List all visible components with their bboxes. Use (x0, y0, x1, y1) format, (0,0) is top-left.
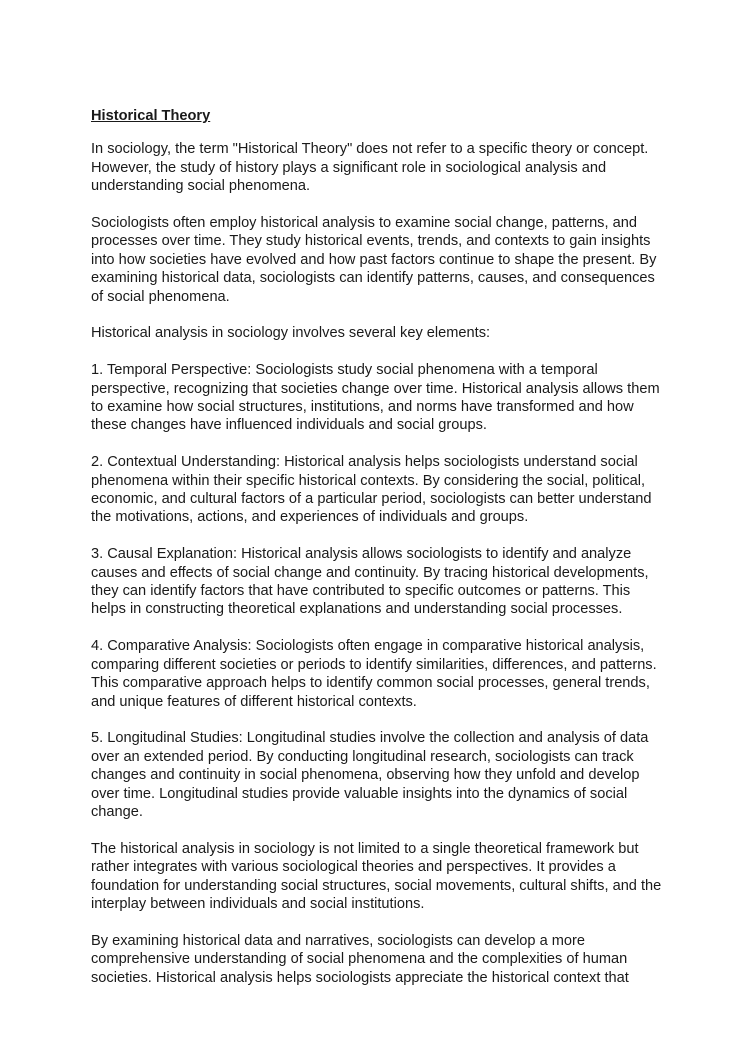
list-item-temporal-perspective: 1. Temporal Perspective: Sociologists study social phenomena with a temporal perspective, recognizing that societies change over time. Historical analysis allows them to examine how social structures, institutions, and norms have transformed and how these changes have influenced individuals and social groups. (91, 362, 660, 434)
key-elements-intro: Historical analysis in sociology involves several key elements: (91, 325, 491, 342)
list-item-longitudinal-studies: 5. Longitudinal Studies: Longitudinal studies involve the collection and analysis of data over an extended period. By conducting longitudinal research, sociologists can track changes and continuity in social phenomena, observing how they unfold and develop over time. Longitudinal studies provide valuable insights into the dynamics of social change. (91, 730, 649, 820)
intro-paragraph: In sociology, the term "Historical Theory" does not refer to a specific theory or concept. However, the study of history plays a significant role in sociological analysis and understanding social phenomena. (91, 141, 649, 195)
list-item-contextual-understanding: 2. Contextual Understanding: Historical analysis helps sociologists understand social phenomena within their specific historical contexts. By considering the social, political, economic, and cultural factors of a particular period, sociologists can better understand the motivations, actions, and experiences of individuals and groups. (91, 454, 652, 526)
document-title: Historical Theory (91, 108, 211, 124)
list-item-causal-explanation: 3. Causal Explanation: Historical analysis allows sociologists to identify and analyze causes and effects of social change and continuity. By tracing historical developments, they can identify factors that have contributed to specific outcomes or patterns. This helps in constructing theoretical explanations and understanding social processes. (91, 546, 649, 618)
list-item-comparative-analysis: 4. Comparative Analysis: Sociologists often engage in comparative historical analysis, comparing different societies or periods to identify similarities, differences, and patterns. This comparative approach helps to identify common social processes, general trends, and unique features of different historical contexts. (91, 638, 657, 710)
integration-paragraph: The historical analysis in sociology is not limited to a single theoretical framework but rather integrates with various sociological theories and perspectives. It provides a foundation for understanding social structures, social movements, cultural shifts, and the interplay between individuals and social institutions. (91, 840, 662, 912)
conclusion-paragraph: By examining historical data and narratives, sociologists can develop a more comprehensive understanding of social phenomena and the complexities of human societies. Historical analysis helps sociologists appreciate the historical context that (91, 932, 629, 986)
historical-analysis-paragraph: Sociologists often employ historical analysis to examine social change, patterns, and processes over time. They study historical events, trends, and contexts to gain insights into how societies have evolved and how past factors continue to shape the present. By examining historical data, sociologists can identify patterns, causes, and consequences of social phenomena. (91, 215, 657, 305)
